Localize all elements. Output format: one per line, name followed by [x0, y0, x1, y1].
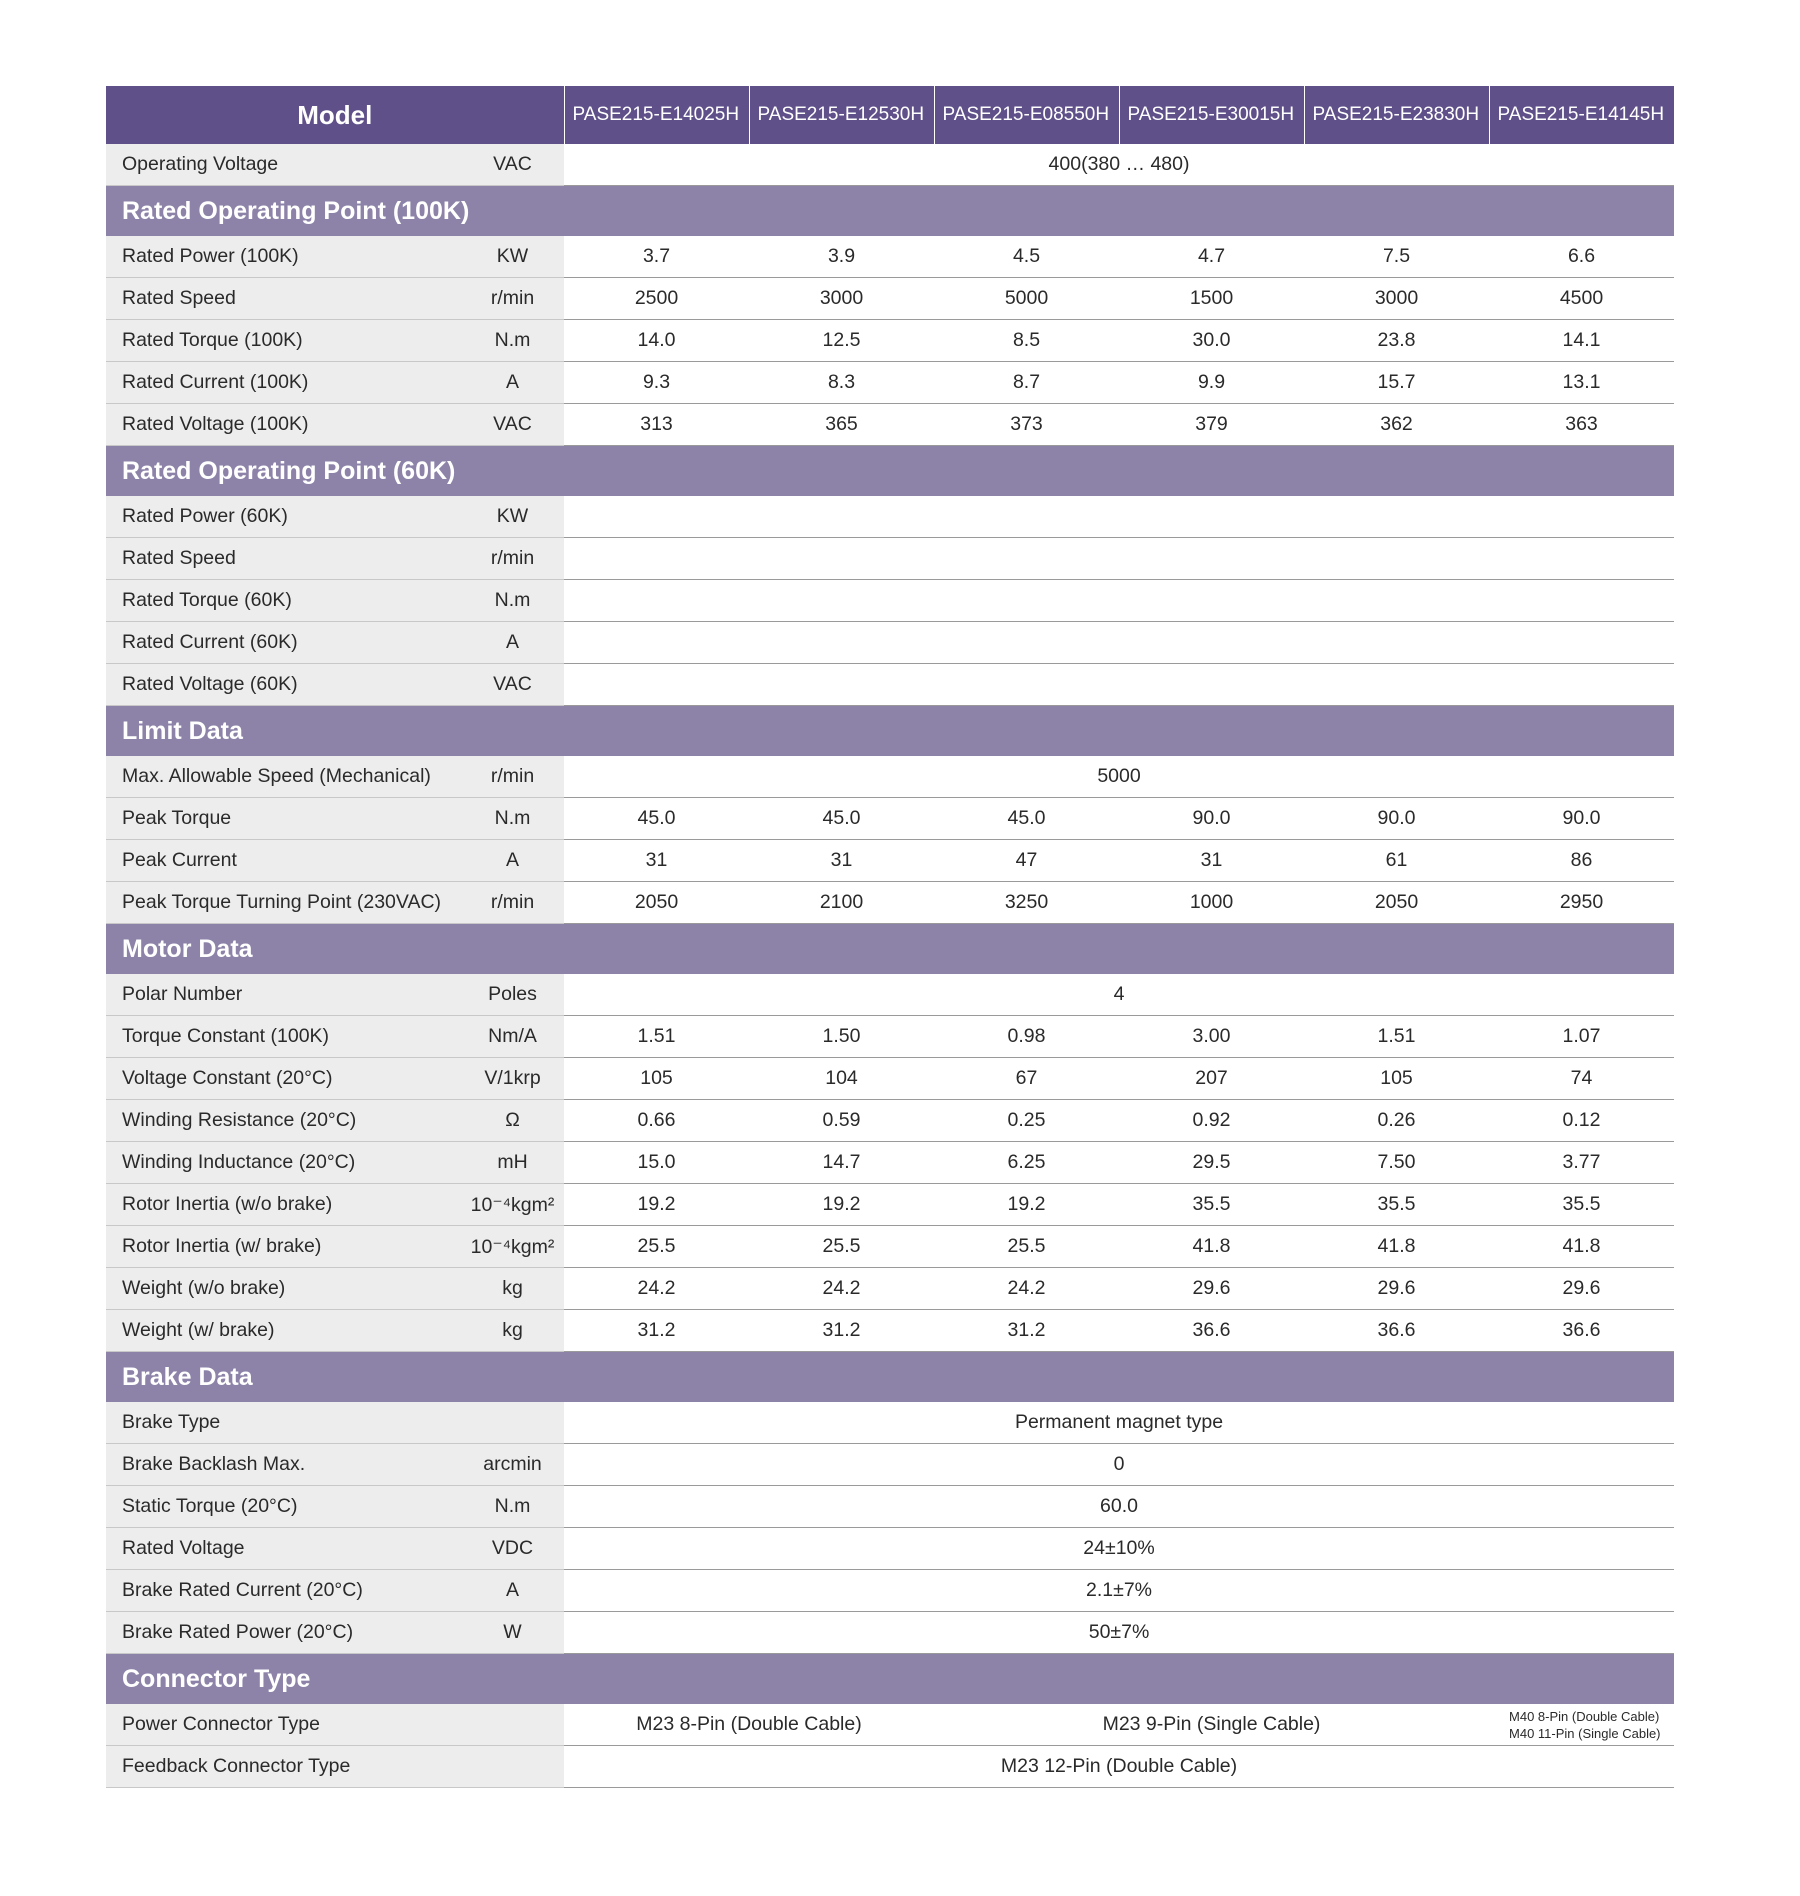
spec-value — [1119, 622, 1304, 664]
spec-value — [1119, 496, 1304, 538]
spec-value: 13.1 — [1489, 362, 1674, 404]
spec-row-feedback-connector-type — [106, 1746, 1674, 1788]
spec-value — [1304, 580, 1489, 622]
spec-value: 3.7 — [564, 236, 749, 278]
spec-unit: r/min — [461, 538, 564, 580]
spec-label: Rated Voltage — [106, 1528, 461, 1570]
spec-label: Peak Torque Turning Point (230VAC) — [106, 882, 461, 924]
spec-value: 6.25 — [934, 1142, 1119, 1184]
spec-label: Max. Allowable Speed (Mechanical) — [106, 756, 461, 798]
spec-value: 3250 — [934, 882, 1119, 924]
spec-unit: VAC — [461, 664, 564, 706]
spec-row-static-torque-20-c — [106, 1486, 1674, 1528]
spec-value: 8.3 — [749, 362, 934, 404]
section-limit-data — [106, 706, 1674, 757]
spec-unit: N.m — [461, 1486, 564, 1528]
spec-value: 0.66 — [564, 1100, 749, 1142]
spec-value: 8.5 — [934, 320, 1119, 362]
spec-value: 9.9 — [1119, 362, 1304, 404]
spec-label: Peak Current — [106, 840, 461, 882]
spec-label: Weight (w/ brake) — [106, 1310, 461, 1352]
spec-row-voltage-constant-20-c — [106, 1058, 1674, 1100]
section-title: Motor Data — [106, 924, 1674, 975]
spec-value: 0.25 — [934, 1100, 1119, 1142]
spec-value — [1304, 622, 1489, 664]
spec-value: 29.6 — [1489, 1268, 1674, 1310]
spec-value: 3.77 — [1489, 1142, 1674, 1184]
spec-label: Operating Voltage — [106, 144, 461, 186]
spec-body — [106, 144, 1674, 1788]
spec-row-brake-type — [106, 1402, 1674, 1444]
spec-value: 90.0 — [1119, 798, 1304, 840]
spec-value — [749, 580, 934, 622]
spec-value: 74 — [1489, 1058, 1674, 1100]
spec-value-shared: 24±10% — [564, 1528, 1674, 1570]
spec-label: Winding Inductance (20°C) — [106, 1142, 461, 1184]
spec-value: 31 — [1119, 840, 1304, 882]
spec-label: Voltage Constant (20°C) — [106, 1058, 461, 1100]
spec-value: 12.5 — [749, 320, 934, 362]
spec-value — [564, 538, 749, 580]
spec-value: 5000 — [934, 278, 1119, 320]
spec-label: Brake Backlash Max. — [106, 1444, 461, 1486]
spec-value-shared: 60.0 — [564, 1486, 1674, 1528]
spec-unit: kg — [461, 1310, 564, 1352]
model-column-header: PASE215-E12530H — [749, 86, 934, 144]
spec-value — [1119, 580, 1304, 622]
spec-unit: kg — [461, 1268, 564, 1310]
spec-label: Peak Torque — [106, 798, 461, 840]
spec-label: Rated Power (100K) — [106, 236, 461, 278]
spec-row-max-allowable-speed-mechanical — [106, 756, 1674, 798]
spec-row-rotor-inertia-w-brake — [106, 1226, 1674, 1268]
model-column-header: PASE215-E08550H — [934, 86, 1119, 144]
section-rated-operating-point-60k — [106, 446, 1674, 497]
spec-value: 2500 — [564, 278, 749, 320]
spec-row-rated-current-100k — [106, 362, 1674, 404]
spec-row-rated-power-100k — [106, 236, 1674, 278]
spec-unit — [461, 1746, 564, 1788]
spec-value-group — [1489, 1704, 1674, 1746]
spec-value: 0.92 — [1119, 1100, 1304, 1142]
spec-value — [749, 664, 934, 706]
spec-value: 379 — [1119, 404, 1304, 446]
spec-value: 2050 — [1304, 882, 1489, 924]
section-motor-data — [106, 924, 1674, 975]
spec-value — [934, 622, 1119, 664]
spec-unit: V/1krp — [461, 1058, 564, 1100]
spec-value: 35.5 — [1304, 1184, 1489, 1226]
spec-table — [106, 86, 1674, 1788]
spec-value — [564, 496, 749, 538]
spec-value: 15.0 — [564, 1142, 749, 1184]
spec-row-brake-backlash-max — [106, 1444, 1674, 1486]
connector-option: M40 11-Pin (Single Cable) — [1509, 1725, 1661, 1741]
spec-row-rotor-inertia-w-o-brake — [106, 1184, 1674, 1226]
spec-value: 14.1 — [1489, 320, 1674, 362]
spec-value: 31.2 — [749, 1310, 934, 1352]
spec-value: 45.0 — [934, 798, 1119, 840]
section-title: Brake Data — [106, 1352, 1674, 1403]
spec-unit: mH — [461, 1142, 564, 1184]
spec-value: 363 — [1489, 404, 1674, 446]
spec-label: Power Connector Type — [106, 1704, 461, 1746]
spec-value: 4500 — [1489, 278, 1674, 320]
spec-value: 7.5 — [1304, 236, 1489, 278]
spec-value: 35.5 — [1489, 1184, 1674, 1226]
spec-value: 41.8 — [1489, 1226, 1674, 1268]
spec-value-shared: 2.1±7% — [564, 1570, 1674, 1612]
spec-label: Rated Current (100K) — [106, 362, 461, 404]
spec-unit: A — [461, 1570, 564, 1612]
spec-value — [1489, 622, 1674, 664]
spec-row-brake-rated-power-20-c — [106, 1612, 1674, 1654]
spec-value: 105 — [1304, 1058, 1489, 1100]
spec-unit: 10⁻⁴kgm² — [461, 1184, 564, 1226]
spec-row-rated-voltage — [106, 1528, 1674, 1570]
spec-value: 61 — [1304, 840, 1489, 882]
spec-value: 45.0 — [749, 798, 934, 840]
spec-value-shared: Permanent magnet type — [564, 1402, 1674, 1444]
spec-value-shared: 50±7% — [564, 1612, 1674, 1654]
spec-unit: KW — [461, 496, 564, 538]
spec-label: Brake Rated Current (20°C) — [106, 1570, 461, 1612]
spec-label: Weight (w/o brake) — [106, 1268, 461, 1310]
spec-value: 15.7 — [1304, 362, 1489, 404]
spec-value: 7.50 — [1304, 1142, 1489, 1184]
spec-value: 14.7 — [749, 1142, 934, 1184]
spec-row-brake-rated-current-20-c — [106, 1570, 1674, 1612]
spec-unit — [461, 1704, 564, 1746]
model-column-header: PASE215-E23830H — [1304, 86, 1489, 144]
header-row — [106, 86, 1674, 144]
spec-value: 3000 — [1304, 278, 1489, 320]
spec-unit: VDC — [461, 1528, 564, 1570]
spec-value: 35.5 — [1119, 1184, 1304, 1226]
spec-label: Rated Torque (100K) — [106, 320, 461, 362]
spec-value — [1119, 664, 1304, 706]
spec-unit: arcmin — [461, 1444, 564, 1486]
spec-unit: Ω — [461, 1100, 564, 1142]
spec-value — [749, 538, 934, 580]
spec-value: 23.8 — [1304, 320, 1489, 362]
spec-value — [564, 580, 749, 622]
spec-value: 25.5 — [749, 1226, 934, 1268]
spec-label: Rated Torque (60K) — [106, 580, 461, 622]
spec-value-group: M23 8-Pin (Double Cable) — [564, 1704, 934, 1746]
spec-value: 207 — [1119, 1058, 1304, 1100]
spec-label: Polar Number — [106, 974, 461, 1016]
spec-value-shared: 4 — [564, 974, 1674, 1016]
spec-value — [564, 664, 749, 706]
spec-value: 3000 — [749, 278, 934, 320]
spec-value — [1304, 538, 1489, 580]
spec-value — [934, 496, 1119, 538]
spec-unit — [461, 1402, 564, 1444]
spec-value: 313 — [564, 404, 749, 446]
spec-value: 24.2 — [564, 1268, 749, 1310]
spec-value: 19.2 — [934, 1184, 1119, 1226]
spec-value — [1304, 496, 1489, 538]
spec-value: 2050 — [564, 882, 749, 924]
spec-label: Rated Speed — [106, 538, 461, 580]
spec-unit: KW — [461, 236, 564, 278]
section-rated-operating-point-100k — [106, 186, 1674, 237]
spec-row-rated-voltage-100k — [106, 404, 1674, 446]
spec-row-winding-inductance-20-c — [106, 1142, 1674, 1184]
spec-row-weight-w-brake — [106, 1310, 1674, 1352]
spec-value: 9.3 — [564, 362, 749, 404]
spec-row-peak-torque — [106, 798, 1674, 840]
spec-label: Rotor Inertia (w/o brake) — [106, 1184, 461, 1226]
spec-value: 90.0 — [1489, 798, 1674, 840]
spec-label: Rated Speed — [106, 278, 461, 320]
spec-unit: N.m — [461, 580, 564, 622]
spec-unit: Poles — [461, 974, 564, 1016]
spec-unit: W — [461, 1612, 564, 1654]
spec-value: 0.59 — [749, 1100, 934, 1142]
spec-value: 36.6 — [1304, 1310, 1489, 1352]
spec-value-group: M23 9-Pin (Single Cable) — [934, 1704, 1489, 1746]
spec-value: 24.2 — [934, 1268, 1119, 1310]
spec-value: 4.5 — [934, 236, 1119, 278]
spec-row-winding-resistance-20-c — [106, 1100, 1674, 1142]
spec-label: Rated Voltage (100K) — [106, 404, 461, 446]
spec-label: Rated Power (60K) — [106, 496, 461, 538]
spec-value — [1489, 664, 1674, 706]
spec-value: 2950 — [1489, 882, 1674, 924]
spec-value: 2100 — [749, 882, 934, 924]
spec-value-shared: 0 — [564, 1444, 1674, 1486]
spec-value: 0.12 — [1489, 1100, 1674, 1142]
spec-value: 4.7 — [1119, 236, 1304, 278]
spec-value: 90.0 — [1304, 798, 1489, 840]
spec-value: 0.98 — [934, 1016, 1119, 1058]
spec-label: Static Torque (20°C) — [106, 1486, 461, 1528]
spec-value: 24.2 — [749, 1268, 934, 1310]
spec-row-rated-speed — [106, 538, 1674, 580]
spec-row-rated-power-60k — [106, 496, 1674, 538]
spec-label: Rotor Inertia (w/ brake) — [106, 1226, 461, 1268]
spec-value — [564, 622, 749, 664]
spec-value: 29.5 — [1119, 1142, 1304, 1184]
spec-value-shared: 5000 — [564, 756, 1674, 798]
spec-unit: A — [461, 622, 564, 664]
spec-label: Torque Constant (100K) — [106, 1016, 461, 1058]
spec-value: 30.0 — [1119, 320, 1304, 362]
spec-row-power-connector-type — [106, 1704, 1674, 1746]
spec-value: 365 — [749, 404, 934, 446]
spec-value: 29.6 — [1119, 1268, 1304, 1310]
spec-value: 31 — [749, 840, 934, 882]
spec-row-rated-current-60k — [106, 622, 1674, 664]
spec-value: 25.5 — [564, 1226, 749, 1268]
spec-value: 1000 — [1119, 882, 1304, 924]
spec-value: 362 — [1304, 404, 1489, 446]
spec-value — [1304, 664, 1489, 706]
spec-value: 41.8 — [1304, 1226, 1489, 1268]
spec-value: 14.0 — [564, 320, 749, 362]
connector-option: M40 8-Pin (Double Cable) — [1509, 1708, 1660, 1724]
spec-value — [1119, 538, 1304, 580]
spec-row-operating-voltage — [106, 144, 1674, 186]
spec-value: 67 — [934, 1058, 1119, 1100]
spec-row-torque-constant-100k — [106, 1016, 1674, 1058]
spec-value — [749, 622, 934, 664]
spec-value: 3.00 — [1119, 1016, 1304, 1058]
section-title: Connector Type — [106, 1654, 1674, 1705]
spec-row-polar-number — [106, 974, 1674, 1016]
spec-value: 105 — [564, 1058, 749, 1100]
spec-label: Brake Rated Power (20°C) — [106, 1612, 461, 1654]
spec-value: 6.6 — [1489, 236, 1674, 278]
spec-value — [934, 580, 1119, 622]
spec-value — [934, 538, 1119, 580]
spec-unit: A — [461, 362, 564, 404]
spec-value — [1489, 496, 1674, 538]
spec-row-peak-current — [106, 840, 1674, 882]
spec-unit: N.m — [461, 798, 564, 840]
spec-value: 19.2 — [749, 1184, 934, 1226]
spec-value: 31 — [564, 840, 749, 882]
model-column-header: PASE215-E30015H — [1119, 86, 1304, 144]
spec-value: 373 — [934, 404, 1119, 446]
spec-value: 41.8 — [1119, 1226, 1304, 1268]
section-title: Rated Operating Point (100K) — [106, 186, 1674, 237]
spec-value: 3.9 — [749, 236, 934, 278]
spec-value: 31.2 — [934, 1310, 1119, 1352]
spec-unit: r/min — [461, 278, 564, 320]
spec-value: 1.51 — [564, 1016, 749, 1058]
section-connector-type — [106, 1654, 1674, 1705]
spec-value: 36.6 — [1489, 1310, 1674, 1352]
spec-value: 1.51 — [1304, 1016, 1489, 1058]
spec-value: 47 — [934, 840, 1119, 882]
spec-value: 19.2 — [564, 1184, 749, 1226]
spec-value: 25.5 — [934, 1226, 1119, 1268]
spec-label: Rated Voltage (60K) — [106, 664, 461, 706]
spec-row-rated-speed — [106, 278, 1674, 320]
spec-unit: r/min — [461, 756, 564, 798]
spec-value: 36.6 — [1119, 1310, 1304, 1352]
spec-unit: VAC — [461, 404, 564, 446]
spec-value: 8.7 — [934, 362, 1119, 404]
spec-row-rated-torque-60k — [106, 580, 1674, 622]
spec-row-weight-w-o-brake — [106, 1268, 1674, 1310]
spec-value — [1489, 580, 1674, 622]
spec-value: 1500 — [1119, 278, 1304, 320]
spec-value: 45.0 — [564, 798, 749, 840]
spec-value — [934, 664, 1119, 706]
spec-label: Winding Resistance (20°C) — [106, 1100, 461, 1142]
spec-unit: r/min — [461, 882, 564, 924]
spec-row-peak-torque-turning-point-230vac — [106, 882, 1674, 924]
spec-unit: Nm/A — [461, 1016, 564, 1058]
spec-unit: 10⁻⁴kgm² — [461, 1226, 564, 1268]
spec-row-rated-voltage-60k — [106, 664, 1674, 706]
spec-value: 86 — [1489, 840, 1674, 882]
spec-value: 1.50 — [749, 1016, 934, 1058]
model-column-header: PASE215-E14025H — [564, 86, 749, 144]
spec-value: 1.07 — [1489, 1016, 1674, 1058]
spec-value: 104 — [749, 1058, 934, 1100]
spec-value-shared: 400(380 … 480) — [564, 144, 1674, 186]
section-brake-data — [106, 1352, 1674, 1403]
spec-value — [749, 496, 934, 538]
spec-row-rated-torque-100k — [106, 320, 1674, 362]
spec-unit: N.m — [461, 320, 564, 362]
model-column-header: PASE215-E14145H — [1489, 86, 1674, 144]
section-title: Limit Data — [106, 706, 1674, 757]
spec-label: Feedback Connector Type — [106, 1746, 461, 1788]
section-title: Rated Operating Point (60K) — [106, 446, 1674, 497]
spec-label: Brake Type — [106, 1402, 461, 1444]
spec-value — [1489, 538, 1674, 580]
spec-label: Rated Current (60K) — [106, 622, 461, 664]
model-header: Model — [106, 86, 564, 144]
spec-value: 31.2 — [564, 1310, 749, 1352]
spec-unit: A — [461, 840, 564, 882]
spec-value: 29.6 — [1304, 1268, 1489, 1310]
spec-value-shared: M23 12-Pin (Double Cable) — [564, 1746, 1674, 1788]
spec-unit: VAC — [461, 144, 564, 186]
spec-value: 0.26 — [1304, 1100, 1489, 1142]
